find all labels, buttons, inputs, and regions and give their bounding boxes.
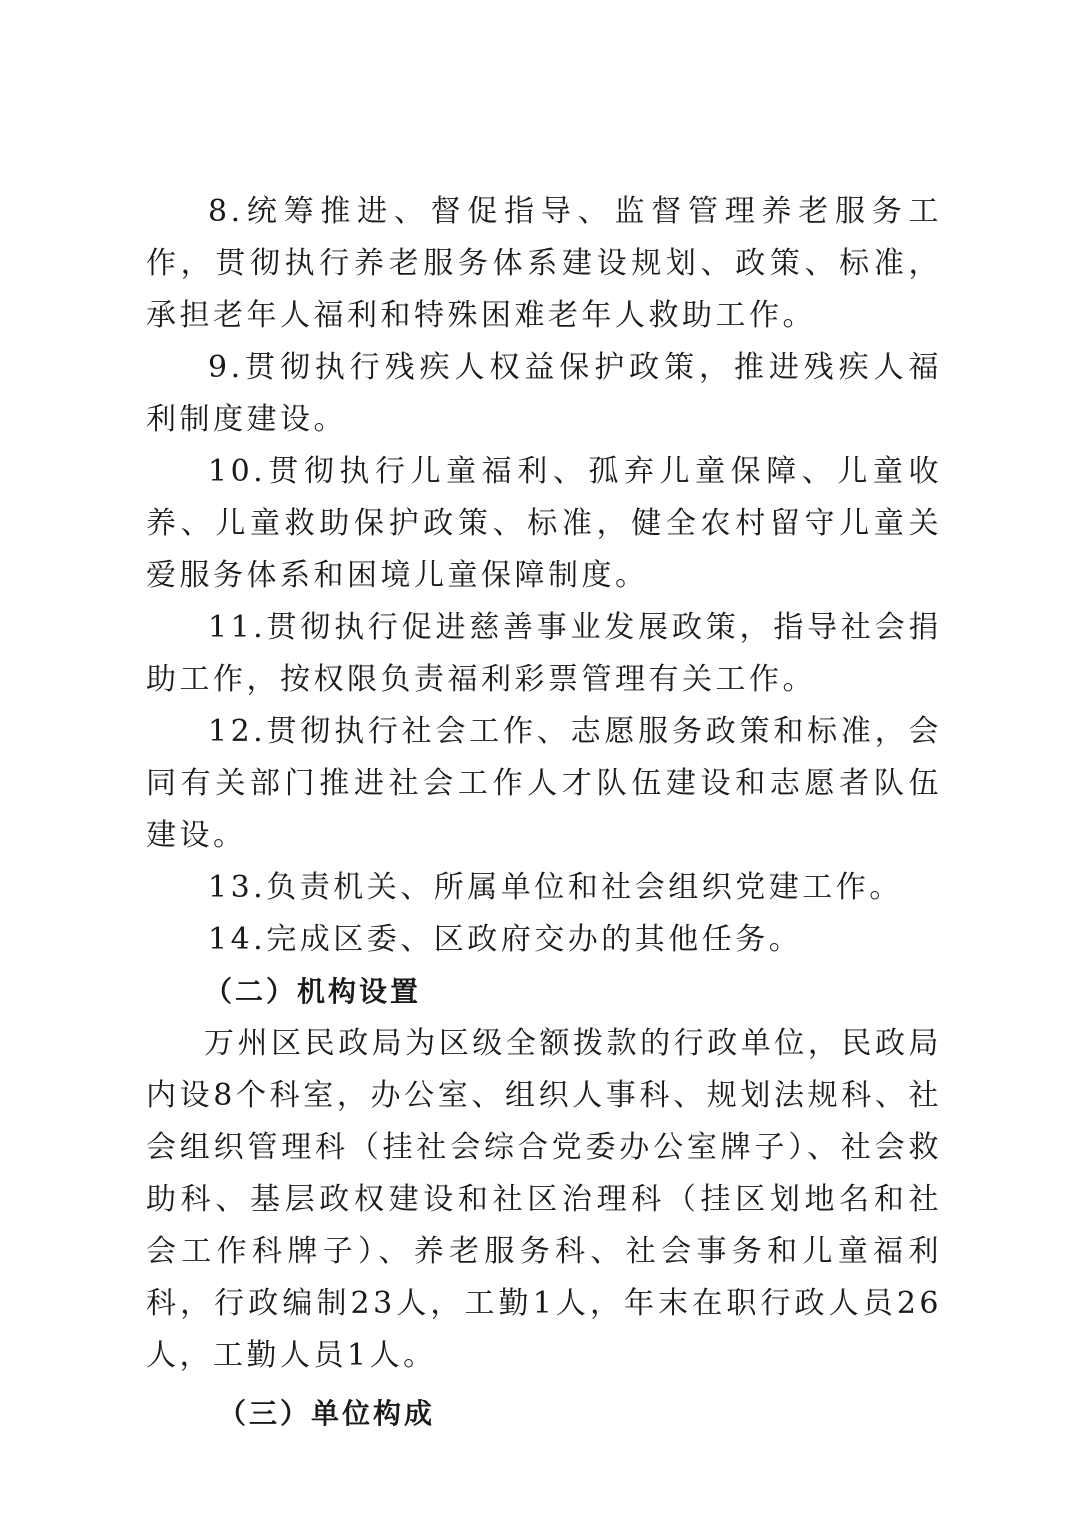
duty-item-13: 13.负责机关、所属单位和社会组织党建工作。 bbox=[208, 870, 903, 905]
section-heading-unit-composition: （三）单位构成 bbox=[218, 1397, 436, 1430]
duty-item-8: 8.统筹推进、督促指导、监督管理养老服务工作，贯彻执行养老服务体系建设规划、政策、标准，承担老年人福利和特殊困难老年人救助工作。 bbox=[146, 194, 942, 333]
duty-item-12: 12.贯彻执行社会工作、志愿服务政策和标准，会同有关部门推进社会工作人才队伍建设和志愿者队伍建设。 bbox=[146, 714, 942, 853]
organization-paragraph: 万州区民政局为区级全额拨款的行政单位，民政局内设8个科室，办公室、组织人事科、规划法规科、社会组织管理科（挂社会综合党委办公室牌子）、社会救助科、基层政权建设和社区治理科（挂区划地名和社会工作科牌子）、养老服务科、社会事务和儿童福利科，行政编制23人，工勤1人，年末在职行政人员26人，工勤人员1人。 bbox=[146, 1026, 942, 1373]
duty-item-9: 9.贯彻执行残疾人权益保护政策，推进残疾人福利制度建设。 bbox=[146, 350, 942, 437]
section-heading-organization: （二）机构设置 bbox=[204, 975, 422, 1008]
duty-item-14: 14.完成区委、区政府交办的其他任务。 bbox=[208, 922, 803, 957]
duty-item-11: 11.贯彻执行促进慈善事业发展政策，指导社会捐助工作，按权限负责福利彩票管理有关工作。 bbox=[146, 610, 942, 697]
document-body bbox=[146, 186, 942, 1440]
duty-item-10: 10.贯彻执行儿童福利、孤弃儿童保障、儿童收养、儿童救助保护政策、标准，健全农村留守儿童关爱服务体系和困境儿童保障制度。 bbox=[146, 454, 942, 593]
